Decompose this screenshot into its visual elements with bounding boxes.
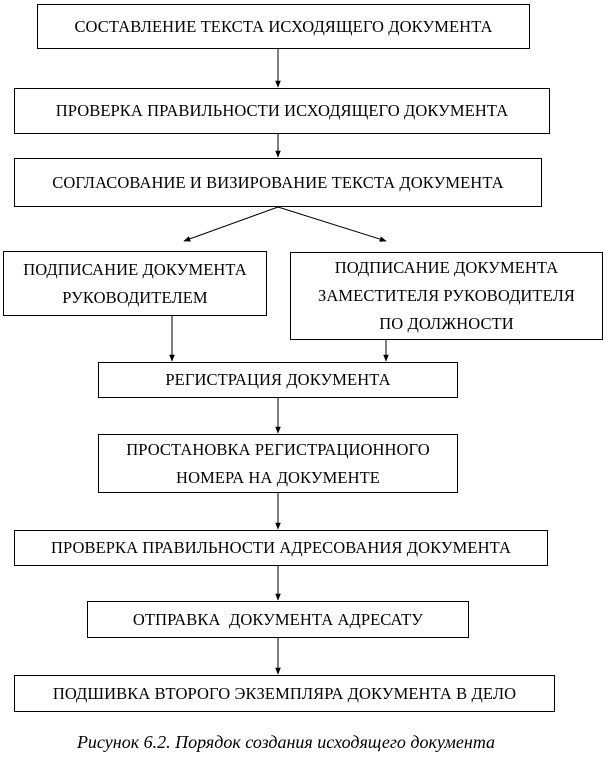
step-sign-by-head-line-1: ПОДПИСАНИЕ ДОКУМЕНТА [23, 259, 247, 279]
arrow-approve-to-sign-head [184, 207, 278, 241]
step-approve-and-visa [14, 158, 542, 207]
step-sign-by-deputy-line-1: ПОДПИСАНИЕ ДОКУМЕНТА [334, 258, 559, 277]
arrow-approve-to-sign-deputy [278, 207, 386, 241]
step-compose-text-label: СОСТАВЛЕНИЕ ТЕКСТА ИСХОДЯЩЕГО ДОКУМЕНТА [74, 16, 493, 36]
step-check-addressing-label: ПРОВЕРКА ПРАВИЛЬНОСТИ АДРЕСОВАНИЯ ДОКУМЕНТА [50, 538, 511, 557]
step-assign-registration-number-line-1: ПРОСТАНОВКА РЕГИСТРАЦИОННОГО [126, 439, 430, 459]
step-sign-by-deputy [290, 252, 603, 340]
step-check-correctness-label: ПРОВЕРКА ПРАВИЛЬНОСТИ ИСХОДЯЩЕГО ДОКУМЕНТА [55, 101, 509, 120]
step-register-document-label: РЕГИСТРАЦИЯ ДОКУМЕНТА [165, 370, 391, 389]
step-register-document [98, 362, 458, 398]
step-send-to-addressee-label: ОТПРАВКА ДОКУМЕНТА АДРЕСАТУ [132, 609, 424, 629]
step-compose-text [37, 4, 530, 49]
step-check-addressing [14, 530, 548, 566]
step-sign-by-head-line-2: РУКОВОДИТЕЛЕМ [62, 287, 208, 307]
step-check-correctness [14, 88, 550, 134]
step-assign-registration-number [98, 434, 458, 493]
step-send-to-addressee [87, 601, 469, 638]
step-assign-registration-number-line-2: НОМЕРА НА ДОКУМЕНТЕ [176, 467, 380, 487]
step-sign-by-head [3, 251, 267, 316]
step-sign-by-deputy-line-2: ЗАМЕСТИТЕЛЯ РУКОВОДИТЕЛЯ [318, 286, 575, 305]
step-file-second-copy-label: ПОДШИВКА ВТОРОГО ЭКЗЕМПЛЯРА ДОКУМЕНТА В ДЕЛО [52, 683, 517, 703]
step-file-second-copy [14, 675, 555, 712]
step-approve-and-visa-label: СОГЛАСОВАНИЕ И ВИЗИРОВАНИЕ ТЕКСТА ДОКУМЕНТА [52, 172, 504, 192]
figure-caption: Рисунок 6.2. Порядок создания исходящего документа [76, 732, 496, 752]
step-sign-by-deputy-line-3: ПО ДОЛЖНОСТИ [379, 314, 514, 333]
